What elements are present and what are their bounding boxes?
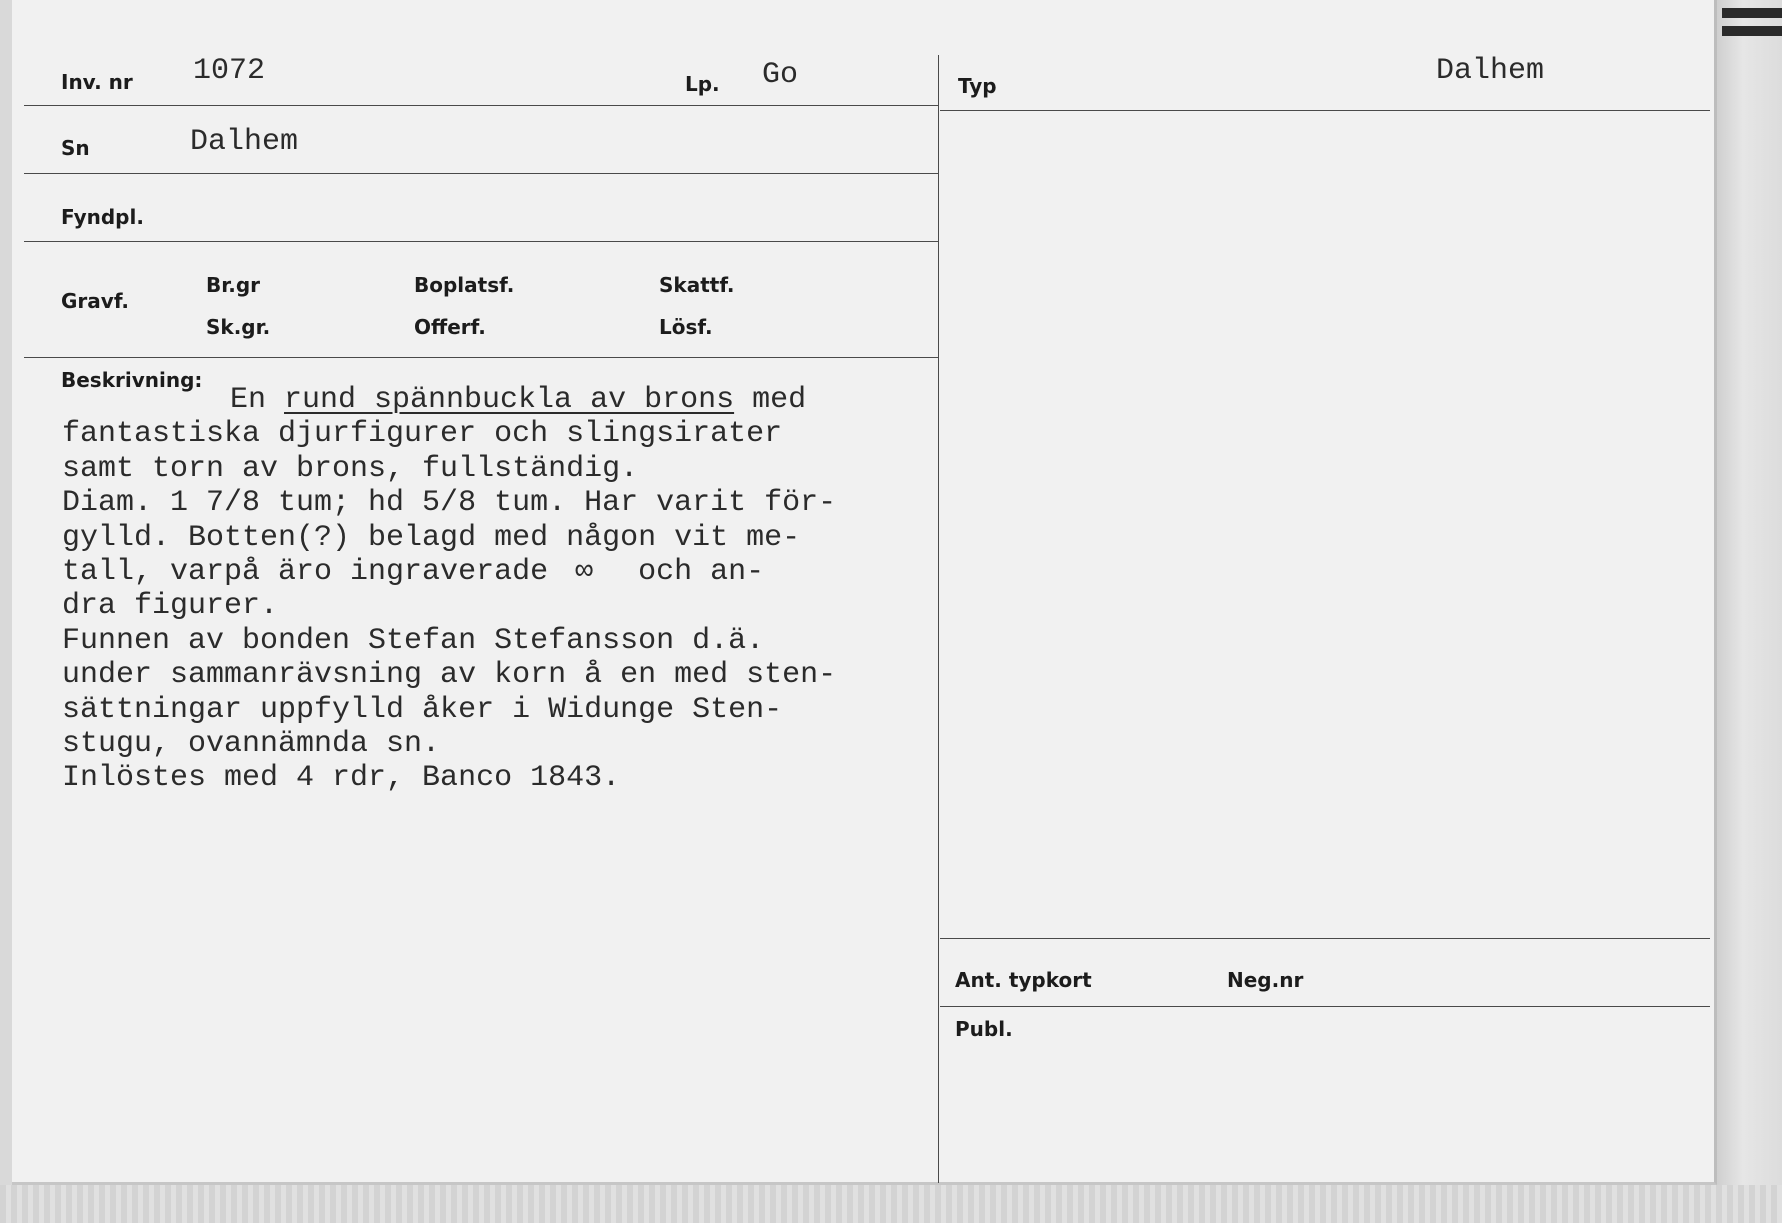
- beskrivning-label: Beskrivning:: [61, 368, 203, 392]
- rule-line: [24, 173, 938, 174]
- rule-line: [24, 357, 938, 358]
- fyndpl-label: Fyndpl.: [61, 205, 144, 229]
- rule-line: [940, 1006, 1710, 1007]
- card-stack-edge: [1717, 0, 1782, 1223]
- losf-label: Lösf.: [659, 315, 713, 339]
- card-stack-bottom: [0, 1185, 1782, 1223]
- rule-line: [940, 938, 1710, 939]
- skattf-label: Skattf.: [659, 273, 735, 297]
- lp-value: Go: [762, 58, 799, 92]
- sk-gr-label: Sk.gr.: [206, 315, 271, 339]
- ant-typkort-label: Ant. typkort: [955, 968, 1092, 992]
- object-name: rund spännbuckla av brons: [284, 383, 735, 417]
- typ-value: Dalhem: [1436, 54, 1545, 88]
- index-tab-mark: [1722, 8, 1782, 18]
- typ-label: Typ: [958, 74, 997, 98]
- rule-line: [940, 110, 1710, 111]
- column-divider: [938, 55, 939, 1183]
- neg-nr-label: Neg.nr: [1227, 968, 1304, 992]
- offerf-label: Offerf.: [414, 315, 486, 339]
- sn-value: Dalhem: [190, 125, 299, 159]
- br-gr-label: Br.gr: [206, 273, 261, 297]
- infinity-glyph: ∞: [575, 555, 594, 590]
- sn-label: Sn: [61, 136, 90, 160]
- inv-nr-label: Inv. nr: [61, 70, 133, 94]
- description-text: En rund spännbuckla av brons med fantastiska djurfigurer och slingsirater samt torn av brons, fullständig. Diam. 1 7/8 tum; hd 5/8 tum. Har varit för- gylld. Botten(?) belagd med någon vit me- tall, varpå äro ingraverade ∞ och an- dra figurer. Funnen av bonden Stefan Stefansson d.ä. under sammanrävsning av korn å en med sten- sättningar uppfylld åker i Widunge Sten- stugu, ovannämnda sn. Inlöstes med 4 rdr, Banco 1843.: [62, 383, 837, 796]
- rule-line: [24, 105, 938, 106]
- gravf-label: Gravf.: [61, 289, 130, 313]
- rule-line: [24, 241, 938, 242]
- publ-label: Publ.: [955, 1017, 1013, 1041]
- index-tab-mark: [1722, 26, 1782, 36]
- inv-nr-value: 1072: [193, 54, 266, 88]
- boplatsf-label: Boplatsf.: [414, 273, 515, 297]
- lp-label: Lp.: [685, 72, 720, 96]
